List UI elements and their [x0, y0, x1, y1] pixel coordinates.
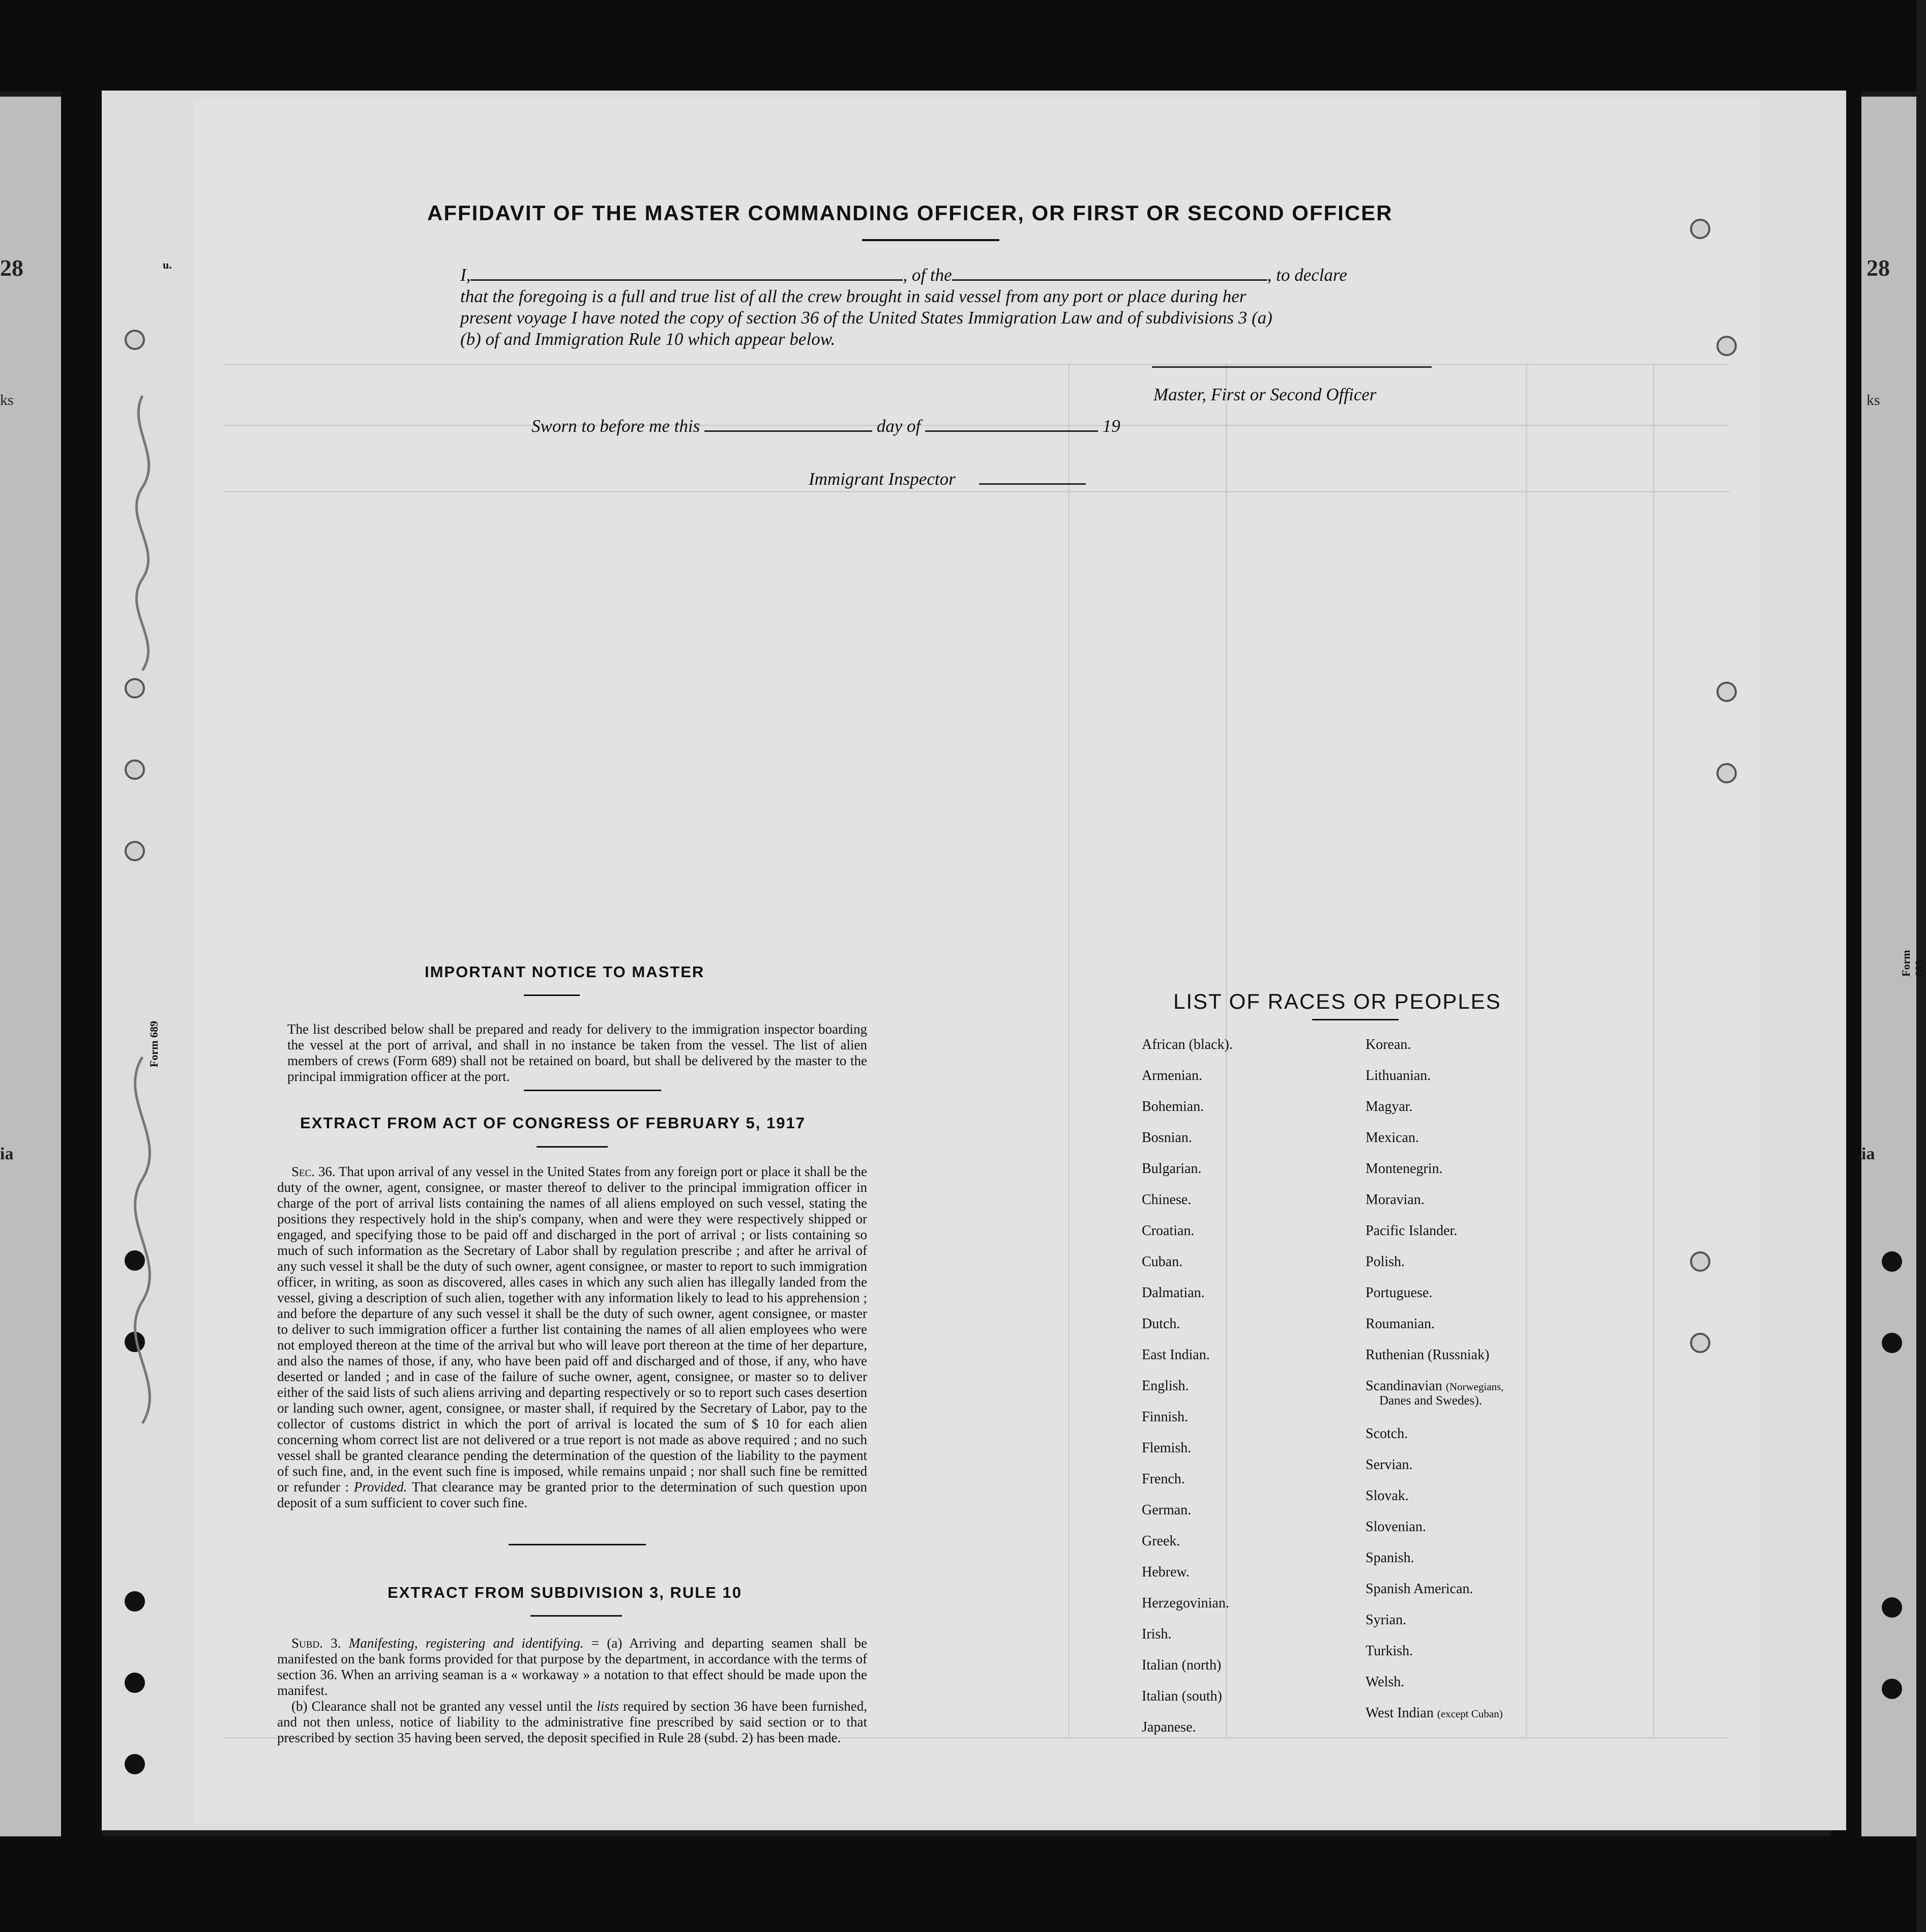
binder-hole [1690, 1333, 1710, 1353]
binder-hole [1882, 1333, 1902, 1353]
notice-paragraph: The list described below shall be prepared and ready for delivery to the immigration inspector boarding the vessel at the port of arrival, and shall in no instance be taken from the vessel. The list of alien members of crews (Form 689) shall not be retained on board, but shall be delivered by the master to the principal immigration officer at the port. [287, 1021, 867, 1084]
race-item: Lithuanian. [1366, 1068, 1431, 1084]
race-item: Hebrew. [1142, 1564, 1190, 1580]
title-underline [862, 239, 999, 241]
race-item: African (black). [1142, 1037, 1233, 1052]
right-suffix: ks [1866, 392, 1880, 408]
binder-hole [1690, 219, 1710, 239]
race-item: Chinese. [1142, 1192, 1192, 1208]
race-item: Slovenian. [1366, 1519, 1426, 1535]
race-item: Magyar. [1366, 1099, 1413, 1115]
race-item: Slovak. [1366, 1488, 1409, 1504]
form-number-right: Form 689 [1900, 950, 1925, 977]
signature-label: Master, First or Second Officer [1153, 385, 1377, 404]
rule-underline [530, 1615, 622, 1617]
race-item: Irish. [1142, 1626, 1172, 1642]
race-item: Japanese. [1142, 1719, 1196, 1735]
left-dark-band [61, 92, 102, 1836]
race-item: Syrian. [1366, 1612, 1407, 1628]
ghost-rule [224, 491, 1729, 492]
race-item-west-indian [1366, 1705, 1503, 1721]
affidavit-title: AFFIDAVIT OF THE MASTER COMMANDING OFFICER, OR FIRST OR SECOND OFFICER [427, 201, 1393, 225]
inspector-signature-field[interactable] [979, 483, 1086, 485]
form-number-left: Form 689 [147, 1020, 160, 1067]
scandinavian-label: Scandinavian [1366, 1378, 1442, 1394]
act-provided: Provided. [353, 1479, 407, 1495]
binder-hole [1882, 1597, 1902, 1618]
sworn-month-field[interactable] [925, 430, 1098, 432]
sworn-day-field[interactable] [704, 430, 872, 432]
right-ia: ia [1861, 1145, 1875, 1163]
left-ia: ia [0, 1145, 14, 1163]
officer-signature-field[interactable] [1152, 366, 1432, 368]
race-item: Croatian. [1142, 1223, 1195, 1239]
handwritten-annotation [107, 396, 178, 1769]
races-title: LIST OF RACES OR PEOPLES [1173, 989, 1501, 1013]
race-item: Pacific Islander. [1366, 1223, 1458, 1239]
form-page [193, 99, 1760, 1824]
race-item: Ruthenian (Russniak) [1366, 1347, 1490, 1363]
rule-text [277, 1635, 867, 1746]
rule-text-b-lists: lists [597, 1699, 619, 1714]
act-end-text: That clearance may be granted prior to the determination of such question upon deposit of a sum sufficient to cover such fine. [277, 1479, 868, 1510]
binder-hole [1716, 763, 1737, 783]
left-suffix: ks [0, 392, 14, 408]
race-item: Herzegovinian. [1142, 1595, 1229, 1611]
race-item: Bohemian. [1142, 1099, 1204, 1115]
race-item: Armenian. [1142, 1068, 1202, 1084]
binder-hole [1882, 1251, 1902, 1272]
notice-divider [524, 1090, 661, 1091]
affidavit-line-3: present voyage I have noted the copy of section 36 of the United States Immigration Law and of subdivisions 3 (a) [460, 308, 1272, 328]
ghost-column [1068, 364, 1070, 1737]
inspector-label: Immigrant Inspector [809, 469, 956, 489]
notice-underline [524, 994, 580, 996]
race-item: Polish. [1366, 1254, 1405, 1270]
sworn-before-label: Sworn to before me this [531, 416, 700, 436]
race-item: Scotch. [1366, 1426, 1408, 1442]
left-page-number: 28 [0, 255, 23, 281]
race-item: Greek. [1142, 1533, 1180, 1549]
binder-hole [1716, 682, 1737, 702]
ghost-column [1653, 364, 1654, 1737]
ghost-rule [224, 364, 1729, 365]
race-item: Finnish. [1142, 1409, 1189, 1425]
affidavit-line-1 [460, 265, 1432, 286]
year-label: 19 [1102, 416, 1120, 436]
vessel-name-field[interactable] [952, 279, 1267, 281]
affidavit-body [460, 265, 1432, 350]
rule-subd-label: Subd. 3. [291, 1635, 341, 1651]
rule-paragraph-a [277, 1635, 867, 1699]
rule-text-a: = (a) Arriving and departing seamen shall be manifested on the bank forms provided for that purpose by the department, in accordance with the terms of section 36. When an arriving seaman is a « workaway » a notation to that effect should be made upon the manifest. [277, 1635, 867, 1698]
film-top-edge [0, 0, 1916, 92]
affidavit-line-4: (b) of and Immigration Rule 10 which appear below. [460, 329, 836, 349]
race-item: French. [1142, 1471, 1185, 1487]
act-title: EXTRACT FROM ACT OF CONGRESS OF FEBRUARY 5, 1917 [300, 1114, 806, 1132]
binder-hole [1882, 1679, 1902, 1699]
affidavit-of-the: , of the [903, 265, 952, 285]
race-item: Montenegrin. [1366, 1161, 1443, 1177]
ghost-column [1526, 364, 1527, 1737]
race-item: Turkish. [1366, 1643, 1413, 1659]
rule-text-b-post: required by section 36 have been furnished, and not then unless, notice of liability to the administrative fine prescribed by said section or to that prescribed by section 35 having been served, the deposit specified in Rule 28 (subd. 2) has been made. [277, 1699, 868, 1745]
west-indian-label: West Indian [1366, 1705, 1434, 1721]
race-item: Servian. [1366, 1457, 1413, 1473]
race-item: Cuban. [1142, 1254, 1183, 1270]
race-item: Italian (north) [1142, 1657, 1222, 1673]
race-item: Dutch. [1142, 1316, 1180, 1332]
left-neighbor-frame [0, 97, 61, 1836]
binder-hole [1690, 1251, 1710, 1272]
officer-name-field[interactable] [470, 279, 903, 281]
binder-hole [125, 330, 145, 350]
act-underline [537, 1146, 608, 1148]
race-item: German. [1142, 1502, 1192, 1518]
act-divider [509, 1544, 646, 1545]
race-item: Spanish. [1366, 1550, 1414, 1566]
race-item: Moravian. [1366, 1192, 1425, 1208]
film-bottom-edge [0, 1836, 1916, 1932]
west-indian-note: (except Cuban) [1437, 1708, 1503, 1720]
affidavit-to-declare: , to declare [1267, 265, 1347, 285]
race-item: Flemish. [1142, 1440, 1192, 1456]
race-item: East Indian. [1142, 1347, 1210, 1363]
act-main-text: That upon arrival of any vessel in the United States from any foreign port or place it shall be the duty of the owner, agent, consignee, or master thereof to deliver to the principal immigration officer in charge of the port of arrival lists containing the names of all aliens employed on such vessel, stating the positions they respectively hold in the ship's company, when and were they were respectively shipped or engaged, and specifying those to be paid off and discharged in the port of arrival ; or lists containing so much of such information as the Secretary of Labor shall by regulation prescribe ; and after he arrival of any such vessel it shall be the duty of such owner, agent consignee, or master to report to such immigration officer, in writing, as soon as discovered, alles cases in which any such alien has illegally landed from the vessel, giving a description of such alien, together with any information likely to lead to his apprehension ; and before the departure of any such vessel it shall be the duty of such owner, agent consignee, or master to deliver to such immigration officer a further list containing the names of all alien employees who were not employed thereon at the time of the arrival but who will leave port thereon at the time of her departure, and also the names of those, if any, who have been paid off and discharged and of those, if any, who have deserted or landed ; and in case of the failure of suche owner, agent, consignee, or master so to deliver either of the said lists of such aliens arriving and departing respectively or so to report such cases desertion or landing such owner, agent, consignee, or master shall, if required by the Secretary of Labor, pay to the collector of customs district in which the port of arrival is located the sum of $ 10 for each alien concerning whom correct list are not delivered or a true report is not made as above required ; and no such vessel shall be granted clearance pending the determination of the question of the liability to the payment of such fine, and, in the event such fine is imposed, while remains unpaid ; nor shall such fine be remitted or refunder : [277, 1164, 868, 1495]
race-item: Korean. [1366, 1037, 1411, 1052]
races-underline [1312, 1019, 1399, 1020]
scandinavian-note: (Norwegians, [1445, 1381, 1504, 1393]
right-page-number: 28 [1866, 255, 1890, 281]
day-of-label: day of [876, 416, 921, 436]
rule-title: EXTRACT FROM SUBDIVISION 3, RULE 10 [388, 1584, 742, 1601]
race-item: Roumanian. [1366, 1316, 1435, 1332]
sworn-line [531, 416, 1120, 436]
race-item: Dalmatian. [1142, 1285, 1205, 1301]
rule-subd-heading: Manifesting, registering and identifying. [348, 1635, 584, 1651]
race-item: Spanish American. [1366, 1581, 1473, 1597]
notice-title: IMPORTANT NOTICE TO MASTER [425, 963, 705, 981]
race-item-scandinavian-note: Danes and Swedes). [1379, 1394, 1483, 1408]
act-paragraph [277, 1164, 867, 1511]
race-item: Mexican. [1366, 1130, 1419, 1146]
race-item: Bulgarian. [1142, 1161, 1202, 1177]
race-item: Portuguese. [1366, 1285, 1433, 1301]
notice-text [287, 1021, 867, 1085]
rule-paragraph-b [277, 1699, 867, 1746]
rule-text-b-pre: (b) Clearance shall not be granted any vessel until the [291, 1699, 593, 1714]
act-section-label: Sec. 36. [291, 1164, 336, 1179]
affidavit-line-2: that the foregoing is a full and true list of all the crew brought in said vessel from any port or place during her [460, 286, 1247, 306]
race-item: Welsh. [1366, 1674, 1405, 1690]
race-item: Italian (south) [1142, 1688, 1222, 1704]
act-text [277, 1164, 867, 1511]
binder-hole [1716, 336, 1737, 356]
race-item: English. [1142, 1378, 1189, 1394]
race-item: Bosnian. [1142, 1130, 1192, 1146]
race-item-scandinavian [1366, 1378, 1504, 1394]
affidavit-i: I, [460, 265, 471, 285]
corner-mark: u. [163, 258, 172, 271]
